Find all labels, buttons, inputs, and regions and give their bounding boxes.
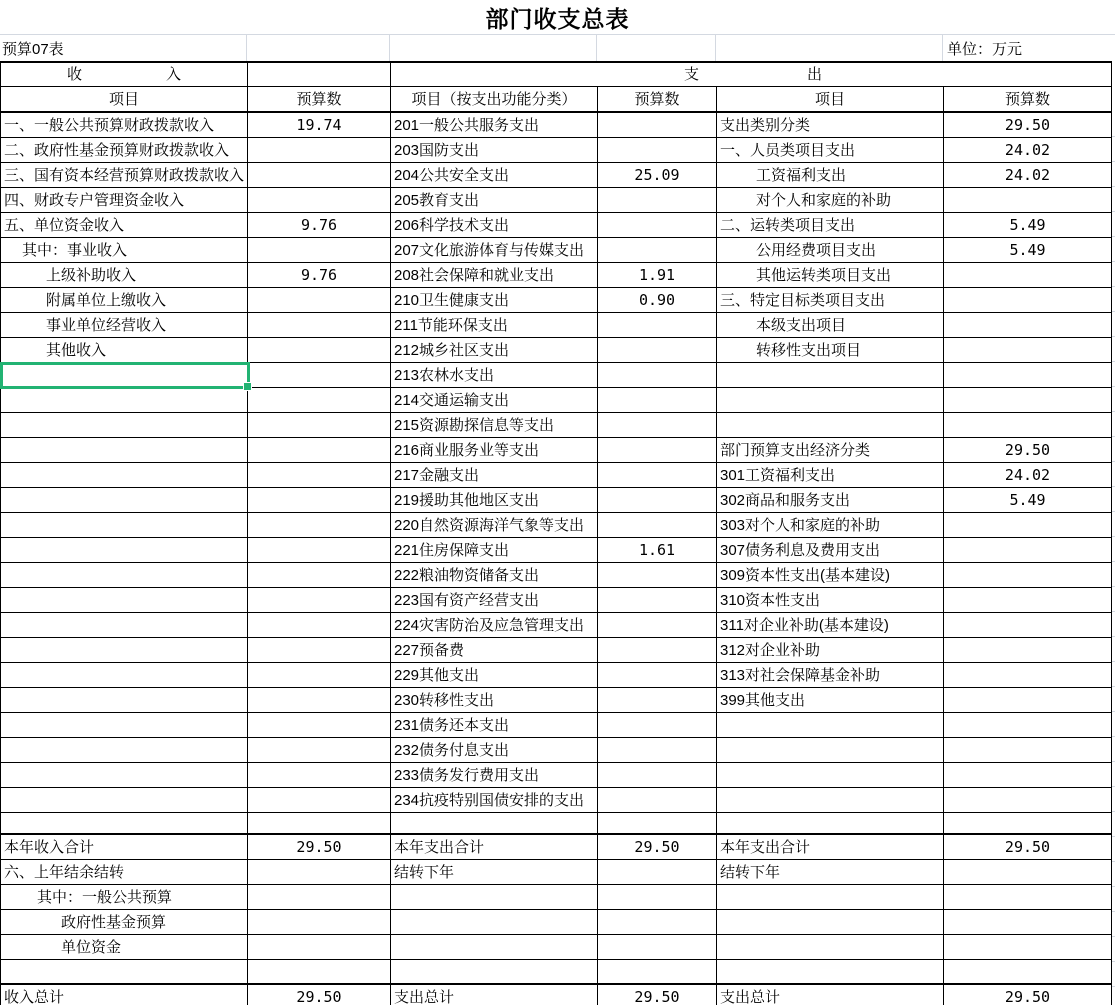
income-item-cell[interactable] [1,413,248,437]
table-row [1,313,1112,338]
income-amount-cell[interactable] [248,788,391,812]
col-header-expense-amount[interactable]: 预算数 [944,87,1112,111]
expense-item-cell[interactable] [717,813,944,833]
table-row [1,263,1112,288]
expense-amount-cell[interactable] [944,513,1112,537]
unit-label[interactable]: 单位：万元 [947,40,1023,58]
expense-item-cell[interactable] [717,788,944,812]
expense-amount-cell[interactable] [944,538,1112,562]
table-row [1,188,1112,213]
expense-item-cell[interactable] [717,713,944,737]
income-amount-cell[interactable] [248,413,391,437]
function-item-cell[interactable] [391,960,598,983]
income-char-2: 入 [165,66,181,83]
function-amount-cell[interactable] [598,885,717,909]
income-item-cell[interactable] [1,688,248,712]
function-item-cell[interactable]: 208社会保障和就业支出 [391,263,598,287]
expense-amount-cell[interactable] [944,935,1112,959]
expense-item-cell[interactable]: 二、运转类项目支出 [717,213,944,237]
function-item-cell[interactable]: 211节能环保支出 [391,313,598,337]
col-header-income-amount[interactable]: 预算数 [248,87,391,111]
income-amount-cell[interactable] [248,763,391,787]
expense-item-cell[interactable]: 三、特定目标类项目支出 [717,288,944,312]
income-item-cell[interactable] [1,463,248,487]
table-row [1,488,1112,513]
function-amount-cell[interactable] [598,763,717,787]
expense-item-cell[interactable]: 本年支出合计 [717,835,944,859]
section-header-row [1,63,1112,87]
income-amount-cell[interactable] [248,288,391,312]
meta-cell[interactable] [247,35,390,61]
function-item-cell[interactable]: 207文化旅游体育与传媒支出 [391,238,598,262]
income-amount-cell[interactable] [248,513,391,537]
col-header-expense-item[interactable]: 项目 [717,87,944,111]
function-item-cell[interactable]: 222粮油物资储备支出 [391,563,598,587]
function-item-cell[interactable]: 215资源勘探信息等支出 [391,413,598,437]
expense-amount-cell[interactable]: 24.02 [944,163,1112,187]
expense-item-cell[interactable] [717,738,944,762]
expense-item-cell[interactable]: 部门预算支出经济分类 [717,438,944,462]
expense-item-cell[interactable]: 399其他支出 [717,688,944,712]
expense-amount-cell[interactable] [944,188,1112,212]
income-item-cell[interactable]: 三、国有资本经营预算财政拨款收入 [1,163,248,187]
function-amount-cell[interactable] [598,438,717,462]
income-item-cell[interactable]: 其中：事业收入 [1,238,248,262]
expense-item-cell[interactable]: 转移性支出项目 [717,338,944,362]
function-item-cell[interactable]: 229其他支出 [391,663,598,687]
expense-amount-cell[interactable]: 29.50 [944,113,1112,137]
function-amount-cell[interactable] [598,713,717,737]
function-amount-cell[interactable] [598,935,717,959]
income-item-cell[interactable]: 单位资金 [1,935,248,959]
expense-item-cell[interactable]: 311对企业补助(基本建设) [717,613,944,637]
income-item-cell[interactable] [1,663,248,687]
function-item-cell[interactable]: 本年支出合计 [391,835,598,859]
function-item-cell[interactable]: 204公共安全支出 [391,163,598,187]
function-amount-cell[interactable] [598,363,717,387]
expense-amount-cell[interactable] [944,413,1112,437]
table-row [1,788,1112,813]
income-item-cell[interactable]: 一、一般公共预算财政拨款收入 [1,113,248,137]
function-amount-cell[interactable] [598,638,717,662]
function-amount-cell[interactable] [598,960,717,983]
expense-amount-cell[interactable] [944,813,1112,833]
expense-amount-cell[interactable] [944,588,1112,612]
table-row [1,935,1112,960]
table-row [1,985,1112,1005]
expense-amount-cell[interactable]: 24.02 [944,463,1112,487]
income-amount-cell[interactable] [248,388,391,412]
table-row [1,338,1112,363]
income-item-cell[interactable] [1,438,248,462]
expense-amount-cell[interactable]: 5.49 [944,238,1112,262]
table-row [1,738,1112,763]
income-item-cell[interactable]: 其他收入 [1,338,248,362]
function-item-cell[interactable]: 214交通运输支出 [391,388,598,412]
expense-item-cell[interactable] [717,960,944,983]
expense-amount-cell[interactable]: 29.50 [944,835,1112,859]
table-row [1,860,1112,885]
page-title: 部门收支总表 [485,5,630,32]
income-item-cell[interactable] [1,488,248,512]
income-amount-cell[interactable] [248,738,391,762]
function-item-cell[interactable]: 206科学技术支出 [391,213,598,237]
table-row [1,688,1112,713]
function-amount-cell[interactable] [598,860,717,884]
meta-cell[interactable] [597,35,716,61]
income-item-cell[interactable] [1,763,248,787]
function-item-cell[interactable]: 227预备费 [391,638,598,662]
function-item-cell[interactable] [391,935,598,959]
table-row [1,960,1112,985]
income-item-cell[interactable] [1,960,248,983]
expense-item-cell[interactable]: 支出类别分类 [717,113,944,137]
function-item-cell[interactable]: 217金融支出 [391,463,598,487]
income-item-cell[interactable] [1,613,248,637]
income-amount-cell[interactable] [248,563,391,587]
income-item-cell[interactable]: 四、财政专户管理资金收入 [1,188,248,212]
expense-char-1: 支 [684,66,700,83]
expense-section-header[interactable] [391,63,1112,86]
expense-amount-cell[interactable]: 5.49 [944,488,1112,512]
expense-amount-cell[interactable] [944,960,1112,983]
function-item-cell[interactable]: 203国防支出 [391,138,598,162]
table-body [1,113,1112,1005]
expense-amount-cell[interactable] [944,910,1112,934]
expense-item-cell[interactable]: 支出总计 [717,985,944,1005]
table-row [1,613,1112,638]
function-item-cell[interactable]: 216商业服务业等支出 [391,438,598,462]
expense-amount-cell[interactable] [944,388,1112,412]
income-item-cell[interactable]: 本年收入合计 [1,835,248,859]
function-amount-cell[interactable] [598,513,717,537]
income-amount-cell[interactable] [248,613,391,637]
function-item-cell[interactable]: 结转下年 [391,860,598,884]
income-amount-cell[interactable] [248,238,391,262]
income-item-cell[interactable] [1,713,248,737]
expense-item-cell[interactable]: 一、人员类项目支出 [717,138,944,162]
income-item-cell[interactable]: 五、单位资金收入 [1,213,248,237]
table-row [1,213,1112,238]
expense-item-cell[interactable] [717,388,944,412]
income-amount-cell[interactable] [248,910,391,934]
income-amount-cell[interactable] [248,138,391,162]
income-amount-cell[interactable] [248,663,391,687]
column-header-row [1,87,1112,113]
function-item-cell[interactable]: 233债务发行费用支出 [391,763,598,787]
function-amount-cell[interactable]: 1.61 [598,538,717,562]
table-row [1,113,1112,138]
income-item-cell[interactable] [1,563,248,587]
function-amount-cell[interactable] [598,213,717,237]
function-item-cell[interactable] [391,813,598,833]
meta-cell[interactable] [390,35,597,61]
expense-amount-cell[interactable] [944,288,1112,312]
function-item-cell[interactable]: 224灾害防治及应急管理支出 [391,613,598,637]
table-row [1,713,1112,738]
expense-item-cell[interactable]: 结转下年 [717,860,944,884]
expense-item-cell[interactable] [717,935,944,959]
expense-amount-cell[interactable] [944,885,1112,909]
table-row [1,588,1112,613]
function-amount-cell[interactable] [598,488,717,512]
function-amount-cell[interactable]: 25.09 [598,163,717,187]
function-amount-cell[interactable] [598,613,717,637]
function-amount-cell[interactable] [598,910,717,934]
function-amount-cell[interactable] [598,338,717,362]
expense-item-cell[interactable]: 302商品和服务支出 [717,488,944,512]
function-amount-cell[interactable] [598,413,717,437]
expense-item-cell[interactable]: 对个人和家庭的补助 [717,188,944,212]
function-amount-cell[interactable] [598,563,717,587]
function-amount-cell[interactable] [598,588,717,612]
table-row [1,538,1112,563]
table-row [1,288,1112,313]
table-row [1,835,1112,860]
function-amount-cell[interactable] [598,463,717,487]
expense-item-cell[interactable]: 工资福利支出 [717,163,944,187]
expense-amount-cell[interactable] [944,338,1112,362]
table-row [1,513,1112,538]
table-row [1,813,1112,835]
expense-amount-cell[interactable] [944,563,1112,587]
income-amount-cell[interactable]: 29.50 [248,985,391,1005]
income-item-cell[interactable] [1,638,248,662]
income-item-cell[interactable] [1,363,248,387]
function-item-cell[interactable]: 234抗疫特别国债安排的支出 [391,788,598,812]
expense-item-cell[interactable]: 其他运转类项目支出 [717,263,944,287]
income-amount-cell[interactable] [248,313,391,337]
expense-amount-cell[interactable]: 29.50 [944,438,1112,462]
meta-row [0,34,1115,61]
income-amount-cell[interactable]: 9.76 [248,263,391,287]
empty-header-cell[interactable] [248,63,391,86]
function-item-cell[interactable]: 230转移性支出 [391,688,598,712]
table-row [1,910,1112,935]
expense-item-cell[interactable]: 303对个人和家庭的补助 [717,513,944,537]
income-item-cell[interactable]: 收入总计 [1,985,248,1005]
income-amount-cell[interactable] [248,638,391,662]
expense-item-cell[interactable] [717,885,944,909]
expense-char-2: 出 [806,66,822,83]
expense-item-cell[interactable]: 312对企业补助 [717,638,944,662]
income-amount-cell[interactable] [248,188,391,212]
function-item-cell[interactable]: 223国有资产经营支出 [391,588,598,612]
function-item-cell[interactable]: 212城乡社区支出 [391,338,598,362]
table-row [1,438,1112,463]
expense-amount-cell[interactable]: 29.50 [944,985,1112,1005]
function-amount-cell[interactable]: 29.50 [598,835,717,859]
income-amount-cell[interactable]: 19.74 [248,113,391,137]
expense-item-cell[interactable] [717,763,944,787]
function-amount-cell[interactable] [598,813,717,833]
table-code[interactable]: 预算07表 [0,35,247,61]
income-amount-cell[interactable] [248,960,391,983]
table-row [1,638,1112,663]
function-amount-cell[interactable] [598,738,717,762]
table-row [1,885,1112,910]
income-amount-cell[interactable] [248,713,391,737]
function-amount-cell[interactable] [598,138,717,162]
income-item-cell[interactable]: 二、政府性基金预算财政拨款收入 [1,138,248,162]
expense-item-cell[interactable]: 307债务利息及费用支出 [717,538,944,562]
income-amount-cell[interactable] [248,813,391,833]
function-amount-cell[interactable]: 1.91 [598,263,717,287]
income-item-cell[interactable] [1,588,248,612]
function-amount-cell[interactable]: 29.50 [598,985,717,1005]
income-item-cell[interactable]: 六、上年结余结转 [1,860,248,884]
function-amount-cell[interactable] [598,663,717,687]
budget-table [0,61,1112,1005]
income-item-cell[interactable] [1,513,248,537]
expense-item-cell[interactable] [717,363,944,387]
expense-amount-cell[interactable] [944,363,1112,387]
function-item-cell[interactable]: 支出总计 [391,985,598,1005]
expense-amount-cell[interactable]: 24.02 [944,138,1112,162]
income-item-cell[interactable] [1,788,248,812]
table-row [1,238,1112,263]
income-item-cell[interactable]: 其中：一般公共预算 [1,885,248,909]
income-item-cell[interactable] [1,388,248,412]
table-row [1,563,1112,588]
col-header-function-amount[interactable]: 预算数 [598,87,717,111]
income-amount-cell[interactable] [248,438,391,462]
expense-item-cell[interactable]: 301工资福利支出 [717,463,944,487]
income-amount-cell[interactable] [248,860,391,884]
expense-amount-cell[interactable] [944,613,1112,637]
expense-amount-cell[interactable] [944,638,1112,662]
expense-item-cell[interactable]: 公用经费项目支出 [717,238,944,262]
meta-cell[interactable] [716,35,943,61]
expense-item-cell[interactable]: 309资本性支出(基本建设) [717,563,944,587]
income-amount-cell[interactable] [248,935,391,959]
col-header-income-item[interactable]: 项目 [1,87,248,111]
expense-amount-cell[interactable] [944,663,1112,687]
income-char-1: 收 [67,66,83,83]
expense-amount-cell[interactable] [944,263,1112,287]
function-item-cell[interactable]: 231债务还本支出 [391,713,598,737]
function-item-cell[interactable]: 201一般公共服务支出 [391,113,598,137]
income-item-cell[interactable] [1,738,248,762]
function-amount-cell[interactable] [598,688,717,712]
expense-amount-cell[interactable] [944,313,1112,337]
table-row [1,463,1112,488]
function-item-cell[interactable]: 210卫生健康支出 [391,288,598,312]
expense-amount-cell[interactable] [944,688,1112,712]
income-amount-cell[interactable] [248,463,391,487]
income-amount-cell[interactable] [248,538,391,562]
income-item-cell[interactable]: 附属单位上缴收入 [1,288,248,312]
expense-amount-cell[interactable] [944,763,1112,787]
expense-amount-cell[interactable]: 5.49 [944,213,1112,237]
income-item-cell[interactable] [1,538,248,562]
income-amount-cell[interactable]: 9.76 [248,213,391,237]
expense-amount-cell[interactable] [944,788,1112,812]
expense-item-cell[interactable]: 本级支出项目 [717,313,944,337]
expense-amount-cell[interactable] [944,860,1112,884]
income-amount-cell[interactable] [248,363,391,387]
function-amount-cell[interactable] [598,188,717,212]
income-amount-cell[interactable] [248,163,391,187]
expense-item-cell[interactable]: 313对社会保障基金补助 [717,663,944,687]
function-amount-cell[interactable]: 0.90 [598,288,717,312]
function-item-cell[interactable]: 221住房保障支出 [391,538,598,562]
function-item-cell[interactable]: 219援助其他地区支出 [391,488,598,512]
income-amount-cell[interactable] [248,588,391,612]
income-item-cell[interactable] [1,813,248,833]
function-item-cell[interactable]: 232债务付息支出 [391,738,598,762]
function-amount-cell[interactable] [598,113,717,137]
function-amount-cell[interactable] [598,313,717,337]
function-item-cell[interactable]: 213农林水支出 [391,363,598,387]
expense-amount-cell[interactable] [944,738,1112,762]
table-row [1,388,1112,413]
table-row [1,413,1112,438]
income-section-header[interactable] [1,63,248,86]
table-row [1,663,1112,688]
income-amount-cell[interactable] [248,688,391,712]
income-amount-cell[interactable] [248,885,391,909]
function-item-cell[interactable]: 205教育支出 [391,188,598,212]
expense-amount-cell[interactable] [944,713,1112,737]
table-row [1,138,1112,163]
expense-item-cell[interactable]: 310资本性支出 [717,588,944,612]
expense-item-cell[interactable] [717,910,944,934]
col-header-function-item[interactable]: 项目（按支出功能分类） [391,87,598,111]
income-amount-cell[interactable] [248,488,391,512]
table-row [1,763,1112,788]
function-amount-cell[interactable] [598,788,717,812]
income-item-cell[interactable]: 事业单位经营收入 [1,313,248,337]
function-amount-cell[interactable] [598,388,717,412]
function-item-cell[interactable] [391,910,598,934]
function-amount-cell[interactable] [598,238,717,262]
income-item-cell[interactable]: 上级补助收入 [1,263,248,287]
function-item-cell[interactable]: 220自然资源海洋气象等支出 [391,513,598,537]
function-item-cell[interactable] [391,885,598,909]
income-amount-cell[interactable]: 29.50 [248,835,391,859]
income-item-cell[interactable]: 政府性基金预算 [1,910,248,934]
table-row [1,163,1112,188]
table-row [1,363,1112,388]
expense-item-cell[interactable] [717,413,944,437]
income-amount-cell[interactable] [248,338,391,362]
